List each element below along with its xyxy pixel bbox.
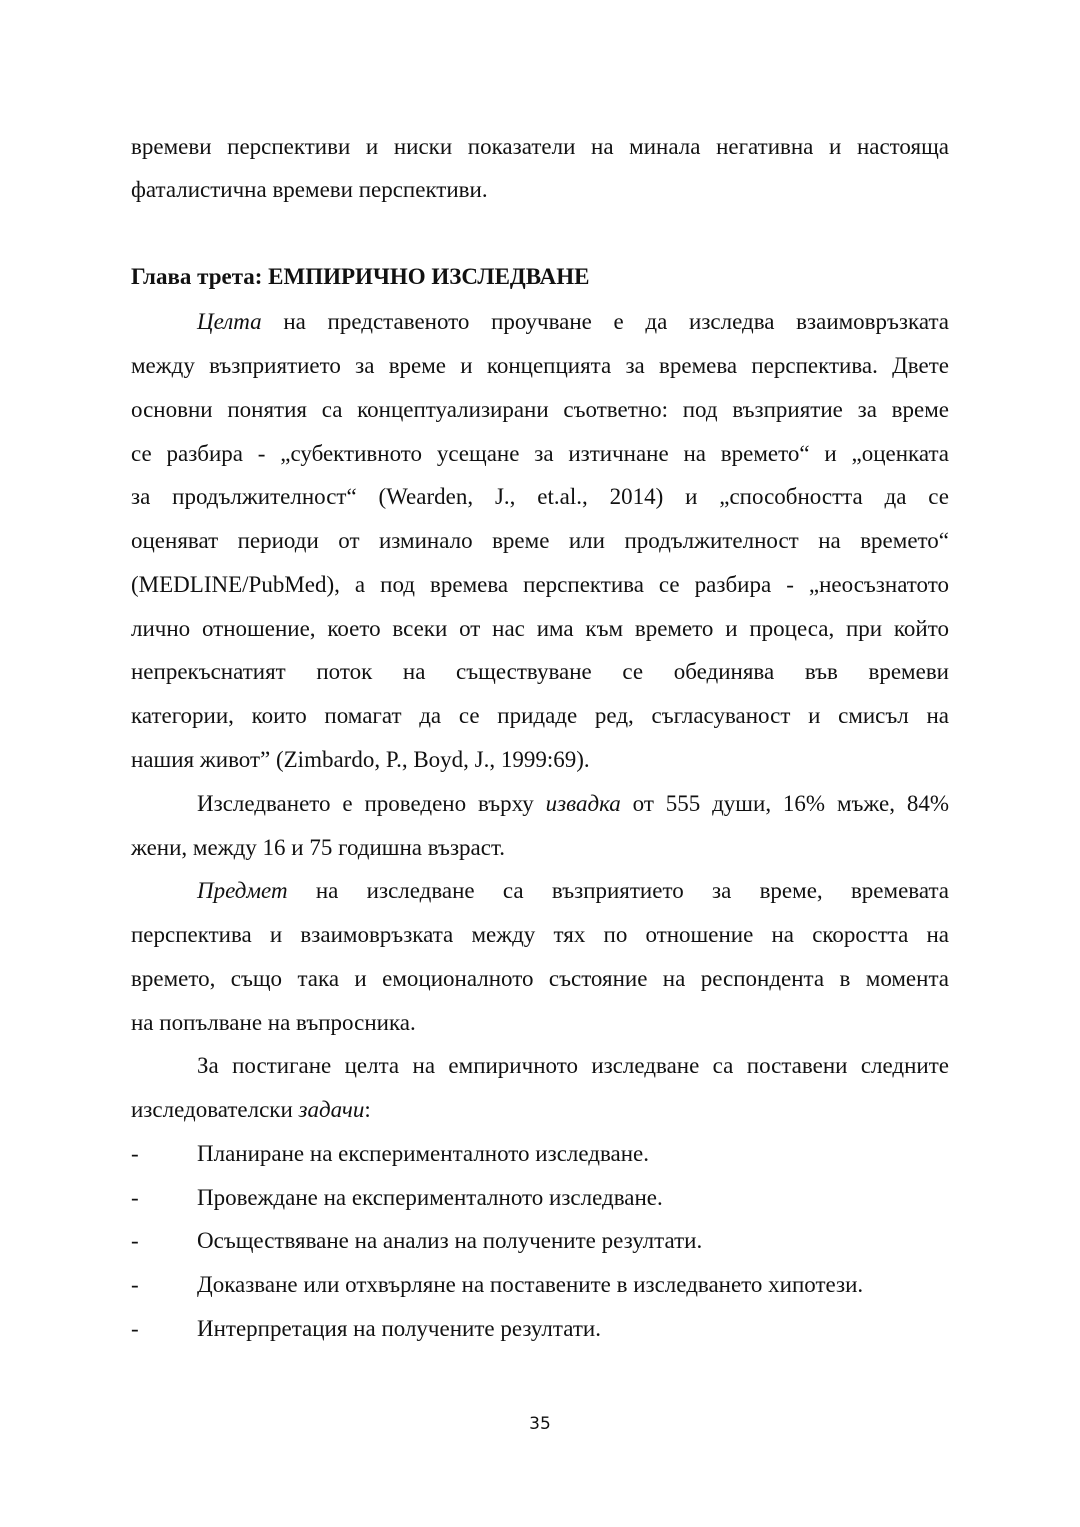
sample-term: извадка [545, 791, 621, 816]
goal-paragraph-line-3: основни понятия са концептуализирани съответно: под възприятие за време [131, 397, 949, 422]
chapter-heading: Глава трета: ЕМПИРИЧНО ИЗСЛЕДВАНЕ [131, 264, 590, 289]
goal-paragraph-line-5: за продължителност“ (Wearden, J., et.al., 2014) и „способността да се [131, 484, 949, 509]
list-bullet: - [131, 1141, 139, 1166]
list-bullet: - [131, 1185, 139, 1210]
list-bullet: - [131, 1228, 139, 1253]
sample-paragraph-line-1-post: от 555 души, 16% мъже, 84% [620, 791, 949, 816]
subject-paragraph-line-3: времето, също така и емоционалното състояние на респондента в момента [131, 966, 949, 991]
list-item: Провеждане на експерименталното изследване. [197, 1185, 663, 1210]
goal-term: Целта [197, 309, 262, 334]
list-item: Планиране на експерименталното изследване. [197, 1141, 650, 1166]
top-paragraph-line-1: времеви перспективи и ниски показатели на минала негативна и настояща [131, 134, 949, 159]
goal-paragraph-line-4: се разбира - „субективното усещане за изтичнане на времето“ и „оценката [131, 441, 949, 466]
list-item: Доказване или отхвърляне на поставените в изследването хипотези. [197, 1272, 864, 1297]
tasks-term: задачи [298, 1097, 365, 1122]
goal-paragraph-line-7: (MEDLINE/PubMed), а под времева перспектива се разбира - „неосъзнатото [131, 572, 949, 597]
tasks-paragraph-line-2-pre: изследователски [131, 1097, 299, 1122]
list-bullet: - [131, 1316, 139, 1341]
sample-paragraph-line-2: жени, между 16 и 75 годишна възраст. [131, 835, 506, 860]
list-bullet: - [131, 1272, 139, 1297]
sample-paragraph-line-1 [197, 789, 949, 819]
goal-paragraph-line-11: нашия живот” (Zimbardo, P., Boyd, J., 1999:69). [131, 747, 590, 772]
goal-paragraph-line-1-text: на представеното проучване е да изследва взаимовръзката [261, 309, 949, 334]
top-paragraph-line-2: фаталистична времеви перспективи. [131, 177, 488, 202]
goal-paragraph-line-10: категории, които помагат да се придаде ред, съгласуваност и смисъл на [131, 703, 949, 728]
subject-paragraph-line-1 [197, 876, 949, 906]
sample-paragraph-line-1-pre: Изследването е проведено върху [197, 791, 546, 816]
list-item: Осъществяване на анализ на получените резултати. [197, 1228, 703, 1253]
tasks-paragraph-line-2-post: : [364, 1097, 371, 1122]
tasks-paragraph-line-2 [131, 1095, 949, 1125]
goal-paragraph-line-8: лично отношение, което всеки от нас има към времето и процеса, при който [131, 616, 949, 641]
goal-paragraph-line-6: оценяват периоди от изминало време или продължителност на времето“ [131, 528, 949, 553]
goal-paragraph-line-1 [197, 307, 949, 337]
goal-paragraph-line-2: между възприятието за време и концепцията за времева перспектива. Двете [131, 353, 949, 378]
goal-paragraph-line-9: непрекъснатият поток на съществуване се обединява във времеви [131, 659, 949, 684]
list-item: Интерпретация на получените резултати. [197, 1316, 601, 1341]
page-number: 35 [529, 1414, 551, 1434]
subject-paragraph-line-4: на попълване на въпросника. [131, 1010, 416, 1035]
subject-paragraph-line-1-text: на изследване са възприятието за време, времевата [287, 878, 949, 903]
subject-term: Предмет [197, 878, 288, 903]
subject-paragraph-line-2: перспектива и взаимовръзката между тях по отношение на скоростта на [131, 922, 949, 947]
tasks-paragraph-line-1: За постигане целта на емпиричното изследване са поставени следните [197, 1053, 949, 1078]
